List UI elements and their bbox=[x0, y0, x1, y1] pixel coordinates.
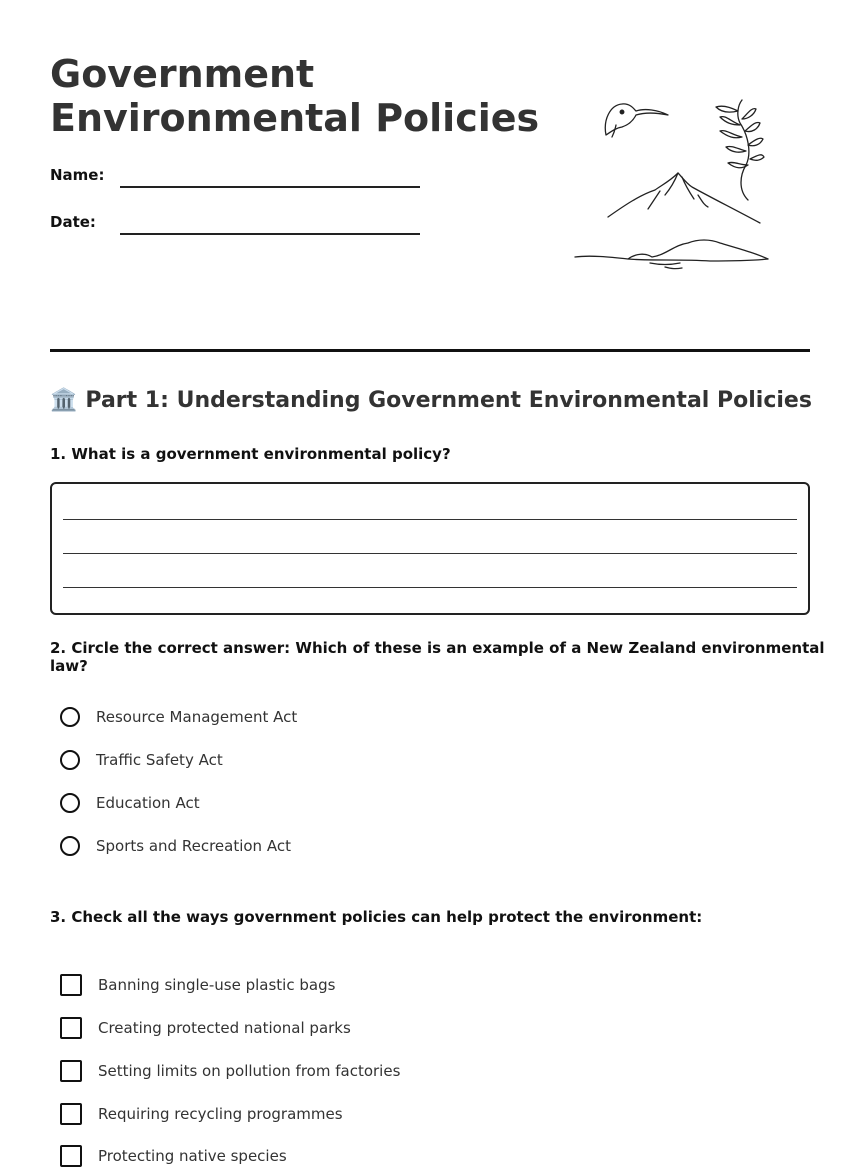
radio-circle[interactable] bbox=[60, 750, 80, 770]
q2-option[interactable] bbox=[60, 747, 223, 773]
name-underline[interactable] bbox=[120, 186, 420, 188]
writing-line[interactable] bbox=[63, 587, 797, 588]
q2-option[interactable] bbox=[60, 704, 297, 730]
checkbox[interactable] bbox=[60, 1060, 82, 1082]
worksheet-title bbox=[50, 52, 539, 140]
island-icon bbox=[575, 240, 768, 269]
q2-option-label: Sports and Recreation Act bbox=[96, 837, 291, 855]
checkbox[interactable] bbox=[60, 1017, 82, 1039]
q3-option[interactable] bbox=[60, 1058, 400, 1084]
date-underline[interactable] bbox=[120, 233, 420, 235]
q2-option-label: Education Act bbox=[96, 794, 200, 812]
part1-title: Part 1: Understanding Government Environmental Policies bbox=[85, 388, 812, 413]
radio-circle[interactable] bbox=[60, 793, 80, 813]
name-label: Name: bbox=[50, 166, 105, 184]
date-field[interactable] bbox=[50, 213, 430, 243]
q2-option[interactable] bbox=[60, 833, 291, 859]
nz-illustration bbox=[570, 95, 775, 275]
q1-answer-box[interactable] bbox=[50, 482, 810, 615]
writing-line[interactable] bbox=[63, 519, 797, 520]
question-3: 3. Check all the ways government policies can help protect the environment: bbox=[50, 908, 703, 926]
q3-option-label: Requiring recycling programmes bbox=[98, 1105, 343, 1123]
date-label: Date: bbox=[50, 213, 96, 231]
q3-option-label: Banning single-use plastic bags bbox=[98, 976, 336, 994]
q3-option-label: Protecting native species bbox=[98, 1147, 287, 1165]
radio-circle[interactable] bbox=[60, 707, 80, 727]
writing-line[interactable] bbox=[63, 553, 797, 554]
question-1: 1. What is a government environmental policy? bbox=[50, 445, 451, 463]
checkbox[interactable] bbox=[60, 1103, 82, 1125]
q2-option-label: Resource Management Act bbox=[96, 708, 298, 726]
kiwi-bird-icon bbox=[605, 104, 668, 137]
fern-icon bbox=[716, 100, 764, 200]
checkbox[interactable] bbox=[60, 974, 82, 996]
mountain-icon bbox=[608, 173, 760, 223]
question-2: 2. Circle the correct answer: Which of these is an example of a New Zealand environmental law? bbox=[50, 639, 825, 675]
q3-option-label: Creating protected national parks bbox=[98, 1019, 351, 1037]
section-divider bbox=[50, 349, 810, 352]
q3-option[interactable] bbox=[60, 972, 335, 998]
checkbox[interactable] bbox=[60, 1145, 82, 1167]
title-line-2: Environmental Policies bbox=[50, 96, 540, 140]
q2-option[interactable] bbox=[60, 790, 200, 816]
part1-heading bbox=[50, 388, 812, 413]
q3-option-label: Setting limits on pollution from factories bbox=[98, 1062, 401, 1080]
government-building-icon: 🏛️ bbox=[50, 388, 78, 413]
radio-circle[interactable] bbox=[60, 836, 80, 856]
q2-option-label: Traffic Safety Act bbox=[96, 751, 223, 769]
q3-option[interactable] bbox=[60, 1101, 343, 1127]
name-field[interactable] bbox=[50, 166, 430, 196]
q3-option[interactable] bbox=[60, 1143, 287, 1169]
q3-option[interactable] bbox=[60, 1015, 351, 1041]
title-line-1: Government bbox=[50, 52, 315, 96]
